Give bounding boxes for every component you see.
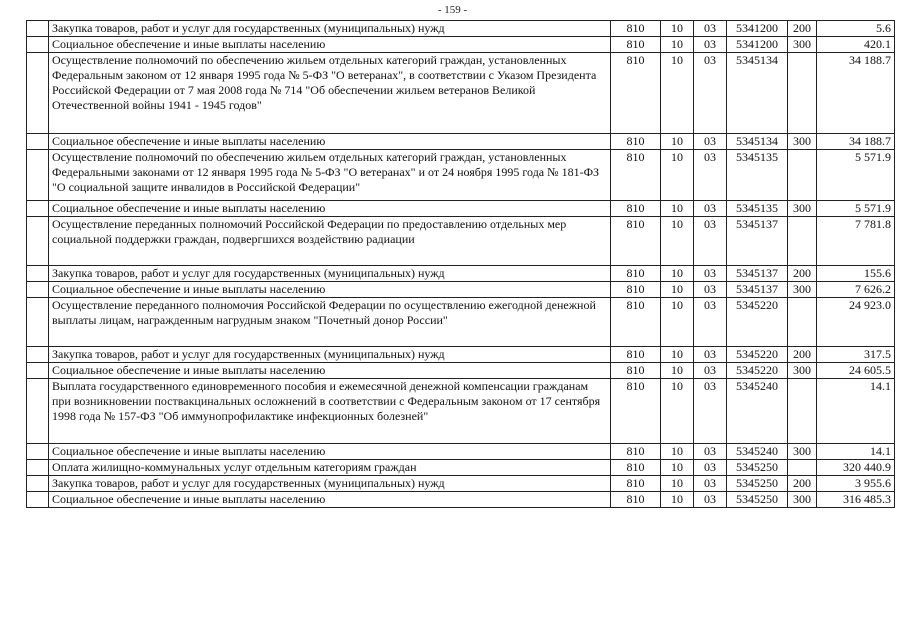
row-vr: 200 [788, 21, 817, 37]
row-indent-cell [27, 53, 49, 134]
row-pr: 03 [694, 266, 727, 282]
row-vr [788, 150, 817, 201]
row-csr: 5345134 [727, 134, 788, 150]
row-name: Социальное обеспечение и иные выплаты населению [49, 37, 611, 53]
row-rz: 10 [661, 53, 694, 134]
row-indent-cell [27, 460, 49, 476]
budget-table [26, 20, 895, 508]
row-pr: 03 [694, 21, 727, 37]
row-rz: 10 [661, 217, 694, 266]
row-vr: 300 [788, 134, 817, 150]
row-rz: 10 [661, 37, 694, 53]
row-rz: 10 [661, 282, 694, 298]
row-vr [788, 379, 817, 444]
row-indent-cell [27, 134, 49, 150]
row-indent-cell [27, 347, 49, 363]
row-name: Закупка товаров, работ и услуг для государственных (муниципальных) нужд [49, 476, 611, 492]
row-gr: 810 [611, 363, 661, 379]
table-row [27, 492, 895, 508]
row-rz: 10 [661, 363, 694, 379]
row-csr: 5345137 [727, 217, 788, 266]
row-gr: 810 [611, 266, 661, 282]
row-csr: 5345220 [727, 363, 788, 379]
table-row [27, 217, 895, 266]
row-indent-cell [27, 150, 49, 201]
row-gr: 810 [611, 53, 661, 134]
row-csr: 5341200 [727, 37, 788, 53]
row-vr [788, 298, 817, 347]
row-rz: 10 [661, 134, 694, 150]
row-gr: 810 [611, 460, 661, 476]
row-vr: 200 [788, 347, 817, 363]
row-gr: 810 [611, 298, 661, 347]
row-name: Закупка товаров, работ и услуг для государственных (муниципальных) нужд [49, 21, 611, 37]
row-vr: 300 [788, 444, 817, 460]
row-sum: 5.6 [817, 21, 895, 37]
table-row [27, 460, 895, 476]
row-pr: 03 [694, 444, 727, 460]
row-rz: 10 [661, 347, 694, 363]
row-rz: 10 [661, 476, 694, 492]
row-pr: 03 [694, 298, 727, 347]
row-sum: 320 440.9 [817, 460, 895, 476]
row-name: Выплата государственного единовременного пособия и ежемесячной денежной компенсации гражданам при возникновении поствакцинальных осложнений в соответствии с Федеральным законом от 17 сентября 1998 года № 157-ФЗ "Об иммунопрофилактике инфекционных болезней" [49, 379, 611, 444]
row-pr: 03 [694, 134, 727, 150]
row-sum: 7 626.2 [817, 282, 895, 298]
row-gr: 810 [611, 347, 661, 363]
table-row [27, 21, 895, 37]
row-pr: 03 [694, 282, 727, 298]
row-sum: 3 955.6 [817, 476, 895, 492]
row-name: Социальное обеспечение и иные выплаты населению [49, 282, 611, 298]
row-sum: 24 923.0 [817, 298, 895, 347]
row-rz: 10 [661, 266, 694, 282]
row-gr: 810 [611, 379, 661, 444]
row-rz: 10 [661, 150, 694, 201]
table-row [27, 476, 895, 492]
table-row [27, 37, 895, 53]
row-pr: 03 [694, 492, 727, 508]
row-vr [788, 460, 817, 476]
row-pr: 03 [694, 363, 727, 379]
row-gr: 810 [611, 201, 661, 217]
table-row [27, 363, 895, 379]
row-gr: 810 [611, 134, 661, 150]
row-name: Социальное обеспечение и иные выплаты населению [49, 444, 611, 460]
row-sum: 5 571.9 [817, 201, 895, 217]
row-csr: 5345240 [727, 379, 788, 444]
row-sum: 420.1 [817, 37, 895, 53]
row-pr: 03 [694, 37, 727, 53]
page-number: - 159 - [437, 4, 468, 16]
row-vr: 300 [788, 201, 817, 217]
row-name: Социальное обеспечение и иные выплаты населению [49, 134, 611, 150]
row-vr: 300 [788, 282, 817, 298]
row-rz: 10 [661, 460, 694, 476]
table-row [27, 347, 895, 363]
row-gr: 810 [611, 492, 661, 508]
row-pr: 03 [694, 347, 727, 363]
row-sum: 34 188.7 [817, 53, 895, 134]
row-sum: 5 571.9 [817, 150, 895, 201]
row-csr: 5345240 [727, 444, 788, 460]
row-gr: 810 [611, 476, 661, 492]
row-vr: 200 [788, 476, 817, 492]
row-sum: 317.5 [817, 347, 895, 363]
row-csr: 5345135 [727, 201, 788, 217]
row-gr: 810 [611, 21, 661, 37]
row-pr: 03 [694, 379, 727, 444]
row-rz: 10 [661, 21, 694, 37]
row-csr: 5345137 [727, 266, 788, 282]
table-row [27, 201, 895, 217]
row-gr: 810 [611, 217, 661, 266]
row-rz: 10 [661, 444, 694, 460]
row-indent-cell [27, 217, 49, 266]
row-csr: 5341200 [727, 21, 788, 37]
row-pr: 03 [694, 460, 727, 476]
table-row [27, 134, 895, 150]
row-gr: 810 [611, 150, 661, 201]
row-pr: 03 [694, 53, 727, 134]
table-row [27, 266, 895, 282]
row-pr: 03 [694, 217, 727, 266]
row-indent-cell [27, 21, 49, 37]
row-name: Социальное обеспечение и иные выплаты населению [49, 363, 611, 379]
row-pr: 03 [694, 150, 727, 201]
row-sum: 34 188.7 [817, 134, 895, 150]
row-name: Осуществление переданного полномочия Российской Федерации по осуществлению ежегодной денежной выплаты лицам, награжденным нагрудным знаком "Почетный донор России" [49, 298, 611, 347]
row-indent-cell [27, 37, 49, 53]
table-row [27, 444, 895, 460]
row-sum: 316 485.3 [817, 492, 895, 508]
row-rz: 10 [661, 379, 694, 444]
row-gr: 810 [611, 282, 661, 298]
row-sum: 24 605.5 [817, 363, 895, 379]
row-pr: 03 [694, 476, 727, 492]
row-gr: 810 [611, 37, 661, 53]
row-vr: 300 [788, 363, 817, 379]
table-row [27, 150, 895, 201]
row-rz: 10 [661, 298, 694, 347]
table-row [27, 379, 895, 444]
row-csr: 5345250 [727, 476, 788, 492]
row-csr: 5345220 [727, 298, 788, 347]
row-vr: 200 [788, 266, 817, 282]
row-indent-cell [27, 492, 49, 508]
row-rz: 10 [661, 492, 694, 508]
row-pr: 03 [694, 201, 727, 217]
row-name: Закупка товаров, работ и услуг для государственных (муниципальных) нужд [49, 347, 611, 363]
table-row [27, 53, 895, 134]
row-name: Оплата жилищно-коммунальных услуг отдельным категориям граждан [49, 460, 611, 476]
row-csr: 5345250 [727, 492, 788, 508]
row-indent-cell [27, 201, 49, 217]
row-csr: 5345250 [727, 460, 788, 476]
row-indent-cell [27, 379, 49, 444]
table-row [27, 298, 895, 347]
row-gr: 810 [611, 444, 661, 460]
table-row [27, 282, 895, 298]
row-indent-cell [27, 282, 49, 298]
row-name: Осуществление переданных полномочий Российской Федерации по предоставлению отдельных мер социальной поддержки граждан, подвергшихся воздействию радиации [49, 217, 611, 266]
row-indent-cell [27, 476, 49, 492]
row-vr [788, 53, 817, 134]
row-csr: 5345137 [727, 282, 788, 298]
row-indent-cell [27, 363, 49, 379]
row-rz: 10 [661, 201, 694, 217]
row-indent-cell [27, 298, 49, 347]
row-name: Осуществление полномочий по обеспечению жильем отдельных категорий граждан, установленных Федеральными законами от 12 января 1995 года № 5-ФЗ "О ветеранах" и от 24 ноября 1995 года № 181-ФЗ "О социальной защите инвалидов в Российской Федерации" [49, 150, 611, 201]
row-name: Социальное обеспечение и иные выплаты населению [49, 201, 611, 217]
row-name: Закупка товаров, работ и услуг для государственных (муниципальных) нужд [49, 266, 611, 282]
row-sum: 14.1 [817, 379, 895, 444]
row-sum: 7 781.8 [817, 217, 895, 266]
row-sum: 14.1 [817, 444, 895, 460]
row-name: Социальное обеспечение и иные выплаты населению [49, 492, 611, 508]
row-csr: 5345135 [727, 150, 788, 201]
row-csr: 5345134 [727, 53, 788, 134]
row-csr: 5345220 [727, 347, 788, 363]
row-name: Осуществление полномочий по обеспечению жильем отдельных категорий граждан, установленных Федеральным законом от 12 января 1995 года № 5-ФЗ "О ветеранах", в соответствии с Указом Президента Российской Федерации от 7 мая 2008 года № 714 "Об обеспечении жильем ветеранов Великой Отечественной войны 1941 - 1945 годов" [49, 53, 611, 134]
row-indent-cell [27, 444, 49, 460]
row-vr: 300 [788, 37, 817, 53]
row-vr: 300 [788, 492, 817, 508]
row-vr [788, 217, 817, 266]
row-indent-cell [27, 266, 49, 282]
row-sum: 155.6 [817, 266, 895, 282]
